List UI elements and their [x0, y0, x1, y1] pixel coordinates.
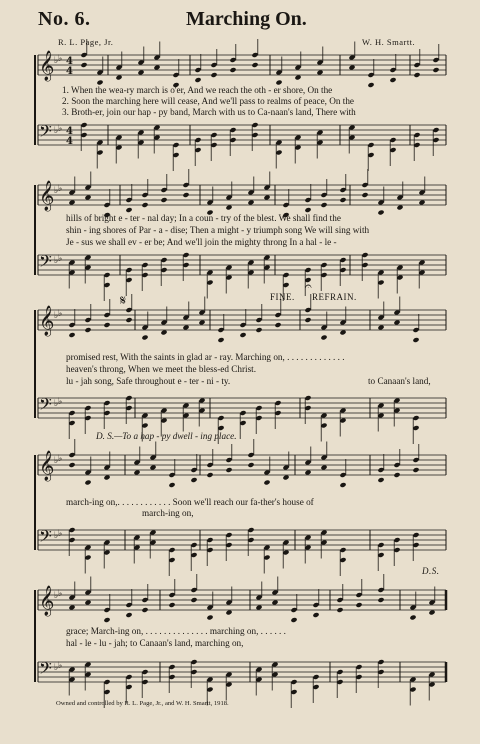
note-head [377, 477, 384, 483]
treble-clef-icon: 𝄞 [39, 586, 55, 616]
note-head [190, 597, 197, 603]
bass-clef-icon: 𝄢 [39, 394, 52, 418]
note-head [320, 202, 327, 208]
note-head [103, 322, 110, 328]
note-head [103, 617, 110, 623]
segno-icon: 𝄋 [120, 293, 127, 309]
note-head [229, 67, 236, 73]
note-head [304, 470, 311, 476]
flat-icon: ♭ [58, 254, 63, 264]
note-head [255, 605, 262, 611]
note-head [168, 482, 175, 488]
note-head [133, 470, 140, 476]
composer-credit: W. H. Smartt. [362, 37, 416, 47]
note-head [239, 332, 246, 338]
note-head [304, 317, 311, 323]
lyric-line: promised rest, With the saints in glad ar - ray. Marching on, . . . . . . . . . . . . . [66, 352, 345, 362]
flat-icon: ♭ [54, 663, 59, 673]
note-head [367, 82, 374, 88]
note-head [412, 467, 419, 473]
note-head [84, 600, 91, 606]
note-head [198, 320, 205, 326]
note-head [68, 605, 75, 611]
note-head [428, 610, 435, 616]
lyric-line: to Canaan's land, [368, 376, 431, 386]
flat-icon: ♭ [58, 54, 63, 64]
note-head [418, 200, 425, 206]
note-head [320, 335, 327, 341]
bass-clef-icon: 𝄢 [39, 526, 52, 550]
note-head [271, 600, 278, 606]
copyright-footer: Owned and controlled by R. L. Page, Jr., and W. H. Smartt, 1918. [56, 700, 229, 707]
note-head [393, 320, 400, 326]
note-head [282, 475, 289, 481]
note-head [68, 200, 75, 206]
note-head [206, 615, 213, 621]
note-head [413, 72, 420, 78]
note-head [182, 192, 189, 198]
note-head [141, 607, 148, 613]
lyric-line: lu - jah song, Safe throughout e - ter - ni - ty. [66, 376, 231, 386]
note-head [312, 612, 319, 618]
note-head [294, 75, 301, 81]
note-head [320, 465, 327, 471]
lyric-line: 2. Soon the marching here will cease, And we'll pass to realms of peace, On the [62, 96, 354, 106]
lyric-line: shin - ing shores of Par - a - dise; Then a might - y triumph song We will sing with [66, 225, 370, 235]
note-head [141, 335, 148, 341]
note-head [377, 325, 384, 331]
note-head [84, 480, 91, 486]
lyric-line: grace; March-ing on, . . . . . . . . . . . . . . marching on, . . . . . . [66, 626, 286, 636]
bass-clef-icon: 𝄢 [39, 658, 52, 682]
note-head [247, 462, 254, 468]
bass-clef-icon: 𝄢 [39, 251, 52, 275]
note-head [348, 65, 355, 71]
note-head [361, 192, 368, 198]
note-head [182, 325, 189, 331]
note-head [168, 602, 175, 608]
note-head [84, 327, 91, 333]
note-head [393, 472, 400, 478]
note-head [153, 65, 160, 71]
flat-icon: ♭ [58, 184, 63, 194]
note-head [377, 210, 384, 216]
lyric-line: heaven's throng, When we meet the bless-ed Christ. [66, 364, 257, 374]
flat-icon: ♭ [58, 529, 63, 539]
note-head [432, 67, 439, 73]
treble-clef-icon: 𝄞 [39, 451, 55, 481]
note-head [377, 597, 384, 603]
flat-icon: ♭ [58, 454, 63, 464]
note-head [68, 332, 75, 338]
note-head [389, 77, 396, 83]
note-head [68, 462, 75, 468]
lyricist-credit: R. L. Page, Jr. [58, 37, 114, 47]
ds-instruction: D. S.—To a hap - py dwell - ing place. [96, 431, 237, 441]
lyric-line: 1. When the wea-ry march is o'er, And we reach the oth - er shore, On the [62, 85, 333, 95]
note-head [225, 467, 232, 473]
flat-icon: ♭ [54, 256, 59, 266]
note-head [190, 477, 197, 483]
flat-icon: ♭ [54, 56, 59, 66]
flat-icon: ♭ [54, 531, 59, 541]
note-head [263, 195, 270, 201]
lyric-line: 3. Broth-er, join our hap - py band, March with us to Ca-naan's land, There with [62, 107, 356, 117]
note-head [290, 617, 297, 623]
flat-icon: ♭ [58, 661, 63, 671]
time-sig-digit: 4 [66, 66, 73, 77]
fermata-icon: 𝄐 [305, 279, 312, 293]
note-head [125, 317, 132, 323]
note-head [137, 70, 144, 76]
note-head [160, 330, 167, 336]
note-head [251, 62, 258, 68]
note-head [210, 72, 217, 78]
lyric-line: hal - le - lu - jah; to Canaan's land, marching on, [66, 638, 244, 648]
note-head [125, 612, 132, 618]
flat-icon: ♭ [58, 589, 63, 599]
note-head [274, 322, 281, 328]
flat-icon: ♭ [58, 124, 63, 134]
time-sig-digit: 4 [66, 126, 73, 137]
flat-icon: ♭ [54, 456, 59, 466]
note-head [80, 62, 87, 68]
refrain-mark: REFRAIN. [312, 292, 357, 302]
note-head [225, 610, 232, 616]
note-head [206, 472, 213, 478]
flat-icon: ♭ [54, 126, 59, 136]
note-head [355, 602, 362, 608]
note-head [339, 330, 346, 336]
note-head [84, 195, 91, 201]
treble-clef-icon: 𝄞 [39, 306, 55, 336]
note-head [409, 615, 416, 621]
note-head [225, 205, 232, 211]
note-head [194, 77, 201, 83]
note-head [103, 475, 110, 481]
flat-icon: ♭ [58, 309, 63, 319]
treble-clef-icon: 𝄞 [39, 51, 55, 81]
flat-icon: ♭ [54, 399, 59, 409]
ds-mark: D.S. [422, 566, 440, 576]
note-head [247, 200, 254, 206]
flat-icon: ♭ [58, 397, 63, 407]
note-head [412, 337, 419, 343]
note-head [149, 465, 156, 471]
time-sig-digit: 4 [66, 56, 73, 67]
note-head [396, 205, 403, 211]
fine-mark: FINE. [270, 292, 295, 302]
note-head [316, 70, 323, 76]
note-head [217, 337, 224, 343]
flat-icon: ♭ [54, 186, 59, 196]
lyric-line: hills of bright e - ter - nal day; In a coun - try of the blest. We shall find the [66, 213, 341, 223]
note-head [339, 482, 346, 488]
note-head [255, 327, 262, 333]
note-head [141, 202, 148, 208]
lyric-line: march-ing on, [142, 508, 194, 518]
time-sig-digit: 4 [66, 136, 73, 147]
hymn-title: Marching On. [186, 8, 307, 30]
flat-icon: ♭ [54, 311, 59, 321]
lyric-line: Je - sus we shall ev - er be; And we'll join the mighty throng In a hal - le - [66, 237, 337, 247]
flat-icon: ♭ [54, 591, 59, 601]
note-head [339, 197, 346, 203]
lyric-line: march-ing on,. . . . . . . . . . . . Soon we'll reach our fa-ther's house of [66, 497, 314, 507]
note-head [160, 197, 167, 203]
treble-clef-icon: 𝄞 [39, 181, 55, 211]
hymn-number: No. 6. [38, 8, 91, 30]
note-head [336, 607, 343, 613]
bass-clef-icon: 𝄢 [39, 121, 52, 145]
note-head [263, 480, 270, 486]
note-head [115, 75, 122, 81]
